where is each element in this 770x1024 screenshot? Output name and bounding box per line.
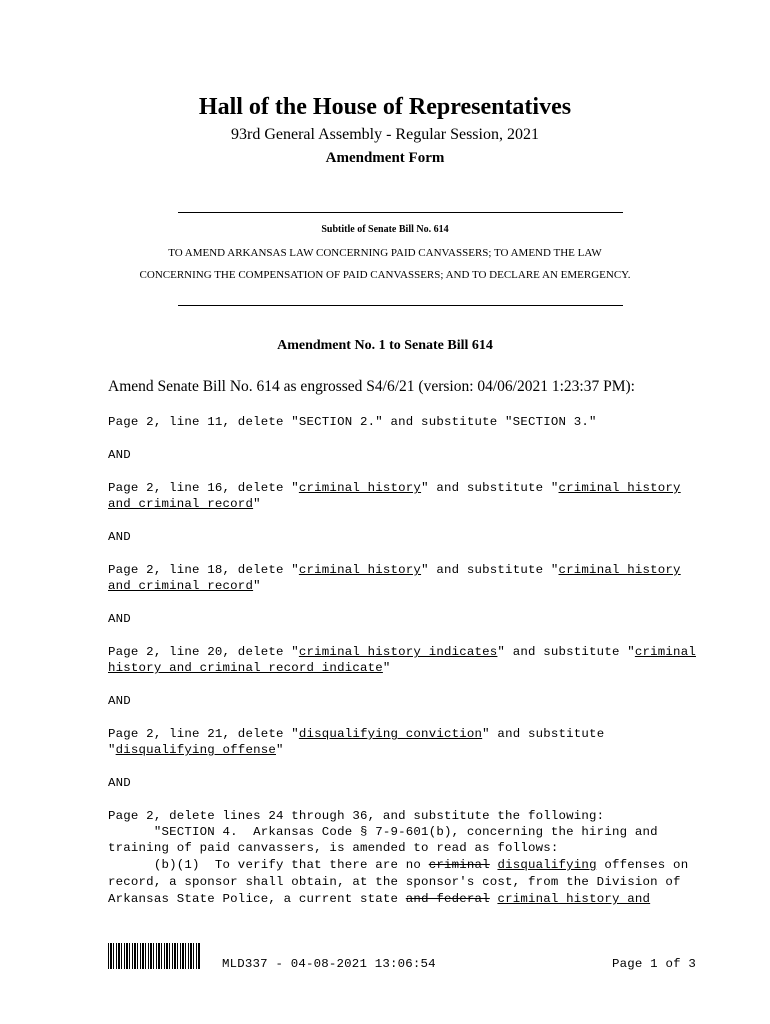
substitution-line-4: (b)(1) To verify that there are no criminal disqualifying offenses on [108, 858, 689, 872]
substitution-line-3: training of paid canvassers, is amended to read as follows: [108, 841, 559, 855]
amendment-item-2-cont: and criminal record" [108, 497, 261, 511]
and-separator: AND [108, 694, 131, 708]
subtitle-label: Subtitle of Senate Bill No. 614 [321, 224, 449, 235]
substitution-line-6: Arkansas State Police, a current state and federal criminal history and [108, 892, 651, 906]
amendment-item-1: Page 2, line 11, delete "SECTION 2." and substitute "SECTION 3." [108, 415, 597, 429]
bottom-divider [178, 305, 623, 306]
subtitle-text-line1: TO AMEND ARKANSAS LAW CONCERNING PAID CANVASSERS; TO AMEND THE LAW [168, 247, 602, 259]
substitution-line-5: record, a sponsor shall obtain, at the sponsor's cost, from the Division of [108, 875, 681, 889]
and-separator: AND [108, 612, 131, 626]
and-separator: AND [108, 530, 131, 544]
amendment-item-3-cont: and criminal record" [108, 579, 261, 593]
amendment-item-5: Page 2, line 21, delete "disqualifying conviction" and substitute [108, 727, 605, 741]
amendment-item-4-cont: history and criminal record indicate" [108, 661, 391, 675]
document-code: MLD337 - 04-08-2021 13:06:54 [222, 957, 436, 971]
page-number: Page 1 of 3 [612, 957, 696, 971]
amendment-item-5-cont: "disqualifying offense" [108, 743, 284, 757]
form-name: Amendment Form [325, 150, 445, 166]
amendment-item-3: Page 2, line 18, delete "criminal history" and substitute "criminal history [108, 563, 681, 577]
amendment-item-4: Page 2, line 20, delete "criminal history indicates" and substitute "criminal [108, 645, 696, 659]
amendment-item-2: Page 2, line 16, delete "criminal history" and substitute "criminal history [108, 481, 681, 495]
substitution-line-1: Page 2, delete lines 24 through 36, and substitute the following: [108, 809, 605, 823]
substitution-line-2: "SECTION 4. Arkansas Code § 7-9-601(b), concerning the hiring and [108, 825, 658, 839]
session-line: 93rd General Assembly - Regular Session, 2021 [231, 126, 539, 143]
and-separator: AND [108, 448, 131, 462]
barcode-icon [108, 943, 200, 969]
amendment-heading: Amendment No. 1 to Senate Bill 614 [277, 338, 493, 353]
and-separator: AND [108, 776, 131, 790]
document-title: Hall of the House of Representatives [198, 94, 572, 120]
top-divider [178, 212, 623, 213]
subtitle-text-line2: CONCERNING THE COMPENSATION OF PAID CANVASSERS; AND TO DECLARE AN EMERGENCY. [139, 269, 631, 281]
amendment-intro: Amend Senate Bill No. 614 as engrossed S4/6/21 (version: 04/06/2021 1:23:37 PM): [108, 378, 635, 395]
